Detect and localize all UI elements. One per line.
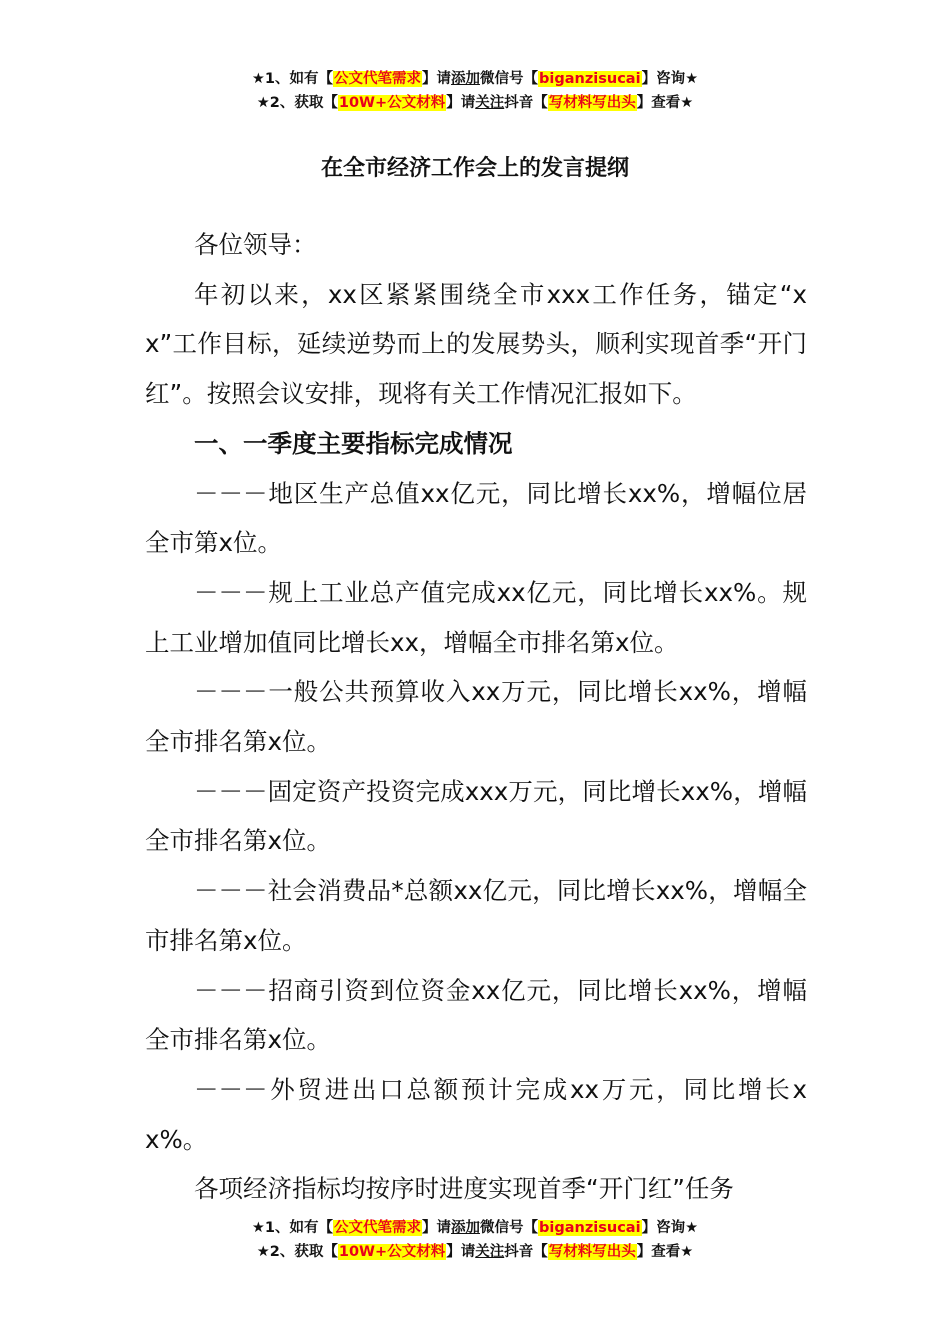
indicator-item: －－－规上工业总产值完成xx亿元，同比增长xx%。规上工业增加值同比增长xx，增幅全市排名第x位。 — [145, 577, 807, 657]
wechat-id-highlight: biganzisucai — [539, 1220, 641, 1236]
section-heading: 一、一季度主要指标完成情况 — [194, 428, 513, 458]
intro-paragraph: 年初以来，xx区紧紧围绕全市xxx工作任务，锚定“xx”工作目标，延续逆势而上的发展势头，顺利实现首季“开门红”。按照会议安排，现将有关工作情况汇报如下。 — [145, 279, 807, 409]
promo-banner-bottom — [0, 1216, 950, 1264]
promo-highlight: 公文代笔需求 — [334, 1220, 422, 1236]
wechat-id-highlight: biganzisucai — [539, 71, 641, 87]
indicator-item: －－－社会消费品*总额xx亿元，同比增长xx%，增幅全市排名第x位。 — [145, 876, 807, 955]
indicator-item: －－－招商引资到位资金xx亿元，同比增长xx%，增幅全市排名第x位。 — [145, 975, 807, 1055]
salutation: 各位领导： — [194, 230, 317, 259]
document-title: 在全市经济工作会上的发言提纲 — [320, 156, 629, 181]
promo-highlight: 10W+公文材料 — [338, 1244, 446, 1260]
promo-line-2: ★2、获取【10W+公文材料】请关注抖音【写材料写出头】查看★ — [256, 95, 694, 111]
indicator-item: －－－一般公共预算收入xx万元，同比增长xx%，增幅全市排名第x位。 — [145, 677, 807, 757]
indicator-item: －－－地区生产总值xx亿元，同比增长xx%，增幅位居全市第x位。 — [145, 478, 807, 558]
indicator-item: －－－外贸进出口总额预计完成xx万元，同比增长xx%。 — [145, 1074, 807, 1154]
document-body — [145, 220, 807, 1214]
promo-line-1: ★1、如有【公文代笔需求】请添加微信号【biganzisucai】咨询★ — [251, 71, 699, 87]
promo-highlight: 公文代笔需求 — [334, 71, 422, 87]
closing-paragraph: 各项经济指标均按序时进度实现首季“开门红”任务 — [194, 1174, 734, 1204]
indicator-item: －－－固定资产投资完成xxx万元，同比增长xx%，增幅全市排名第x位。 — [145, 776, 807, 856]
promo-highlight: 10W+公文材料 — [338, 95, 446, 111]
douyin-id-highlight: 写材料写出头 — [548, 95, 636, 111]
douyin-id-highlight: 写材料写出头 — [548, 1244, 636, 1260]
promo-line-2: ★2、获取【10W+公文材料】请关注抖音【写材料写出头】查看★ — [256, 1244, 694, 1260]
promo-line-1: ★1、如有【公文代笔需求】请添加微信号【biganzisucai】咨询★ — [251, 1220, 699, 1236]
promo-banner-top — [0, 67, 950, 115]
